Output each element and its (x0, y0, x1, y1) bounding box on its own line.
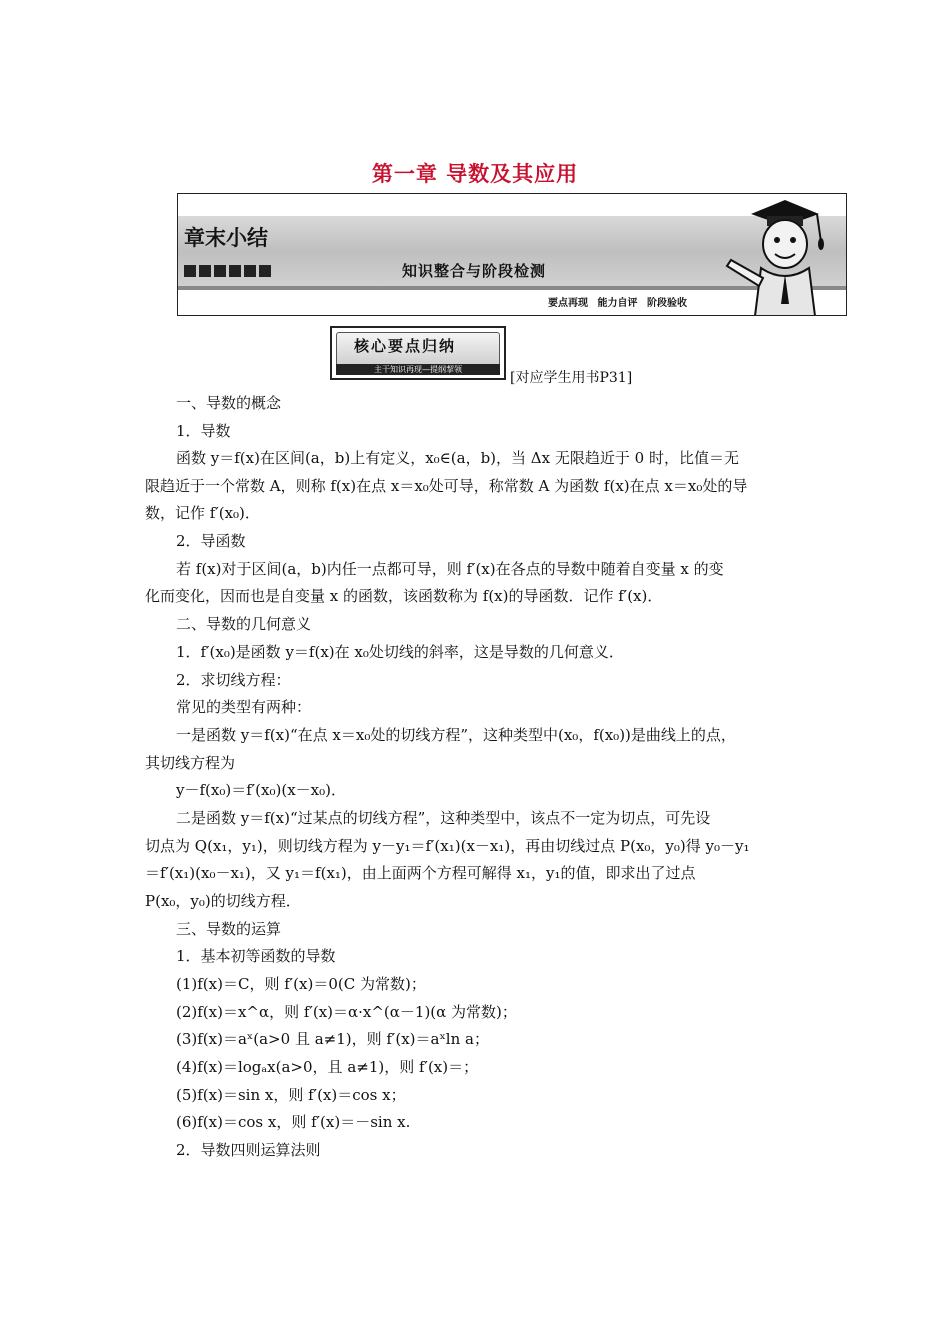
paragraph-line: ＝f′(x₁)(x₀－x₁)，又 y₁＝f(x₁)，由上面两个方程可解得 x₁，y₁的值，即求出了过点 (145, 864, 696, 882)
paragraph-line: 其切线方程为 (145, 754, 236, 772)
formula-line: (3)f(x)＝aˣ(a>0 且 a≠1)，则 f′(x)＝aˣln a； (176, 1030, 489, 1048)
paragraph-line: 常见的类型有两种： (176, 698, 312, 716)
mascot-graduate-icon (723, 194, 843, 316)
formula-line: (1)f(x)＝C，则 f′(x)＝0(C 为常数)； (176, 975, 426, 993)
formula-line: (6)f(x)＝cos x，则 f′(x)＝－sin x. (176, 1113, 411, 1131)
paragraph-line: P(x₀，y₀)的切线方程． (145, 892, 301, 910)
subsection-heading: 1．基本初等函数的导数 (176, 947, 336, 965)
paragraph-line: 二是函数 y＝f(x)“过某点的切线方程”，这种类型中，该点不一定为切点，可先设 (176, 809, 711, 827)
badge-subtitle: 主干知识再现—提纲挈领 (336, 364, 500, 375)
paragraph-line: 一是函数 y＝f(x)“在点 x＝x₀处的切线方程”，这种类型中(x₀，f(x₀))是曲线上的点， (176, 726, 736, 744)
banner-slogan: 知识整合与阶段检测 (402, 262, 547, 280)
subsection-heading: 2．导数四则运算法则 (176, 1141, 321, 1159)
banner-heading: 章末小结 (184, 226, 268, 250)
banner-tags: 要点再现 能力自评 阶段验收 (548, 298, 687, 309)
subsection-heading: 2．导函数 (176, 532, 246, 550)
section-heading: 二、导数的几何意义 (176, 615, 312, 633)
formula-line: (2)f(x)＝x^α，则 f′(x)＝α·x^(α－1)(α 为常数)； (176, 1003, 517, 1021)
section-heading: 一、导数的概念 (176, 394, 282, 412)
subsection-heading: 2．求切线方程： (176, 671, 291, 689)
formula-line: (4)f(x)＝logₐx(a>0，且 a≠1)，则 f′(x)＝； (176, 1058, 479, 1076)
chapter-summary-banner (177, 193, 847, 316)
paragraph-line: 化而变化，因而也是自变量 x 的函数，该函数称为 f(x)的导函数．记作 f′(x)． (145, 587, 663, 605)
core-points-badge (330, 326, 506, 380)
formula-line: y－f(x₀)＝f′(x₀)(x－x₀)． (176, 781, 346, 799)
paragraph-line: 若 f(x)对于区间(a，b)内任一点都可导，则 f′(x)在各点的导数中随着自变量 x 的变 (176, 560, 724, 578)
badge-text: 核心要点归纳 (354, 337, 457, 355)
paragraph-line: 数，记作 f′(x₀)． (145, 504, 260, 522)
paragraph-line: 函数 y＝f(x)在区间(a，b)上有定义，x₀∈(a，b)，当 Δx 无限趋近于 0 时，比值＝无 (176, 449, 739, 467)
page-title: 第一章 导数及其应用 (371, 162, 579, 186)
paragraph-line: 1．f′(x₀)是函数 y＝f(x)在 x₀处切线的斜率，这是导数的几何意义． (176, 643, 624, 661)
banner-squares (184, 265, 271, 277)
formula-line: (5)f(x)＝sin x，则 f′(x)＝cos x； (176, 1086, 406, 1104)
subsection-heading: 1．导数 (176, 422, 231, 440)
section-heading: 三、导数的运算 (176, 920, 282, 938)
reference-note: [对应学生用书P31] (510, 370, 633, 386)
paragraph-line: 切点为 Q(x₁，y₁)，则切线方程为 y－y₁＝f′(x₁)(x－x₁)，再由切线过点 P(x₀，y₀)得 y₀－y₁ (145, 837, 750, 855)
paragraph-line: 限趋近于一个常数 A，则称 f(x)在点 x＝x₀处可导，称常数 A 为函数 f(x)在点 x＝x₀处的导 (145, 477, 748, 495)
